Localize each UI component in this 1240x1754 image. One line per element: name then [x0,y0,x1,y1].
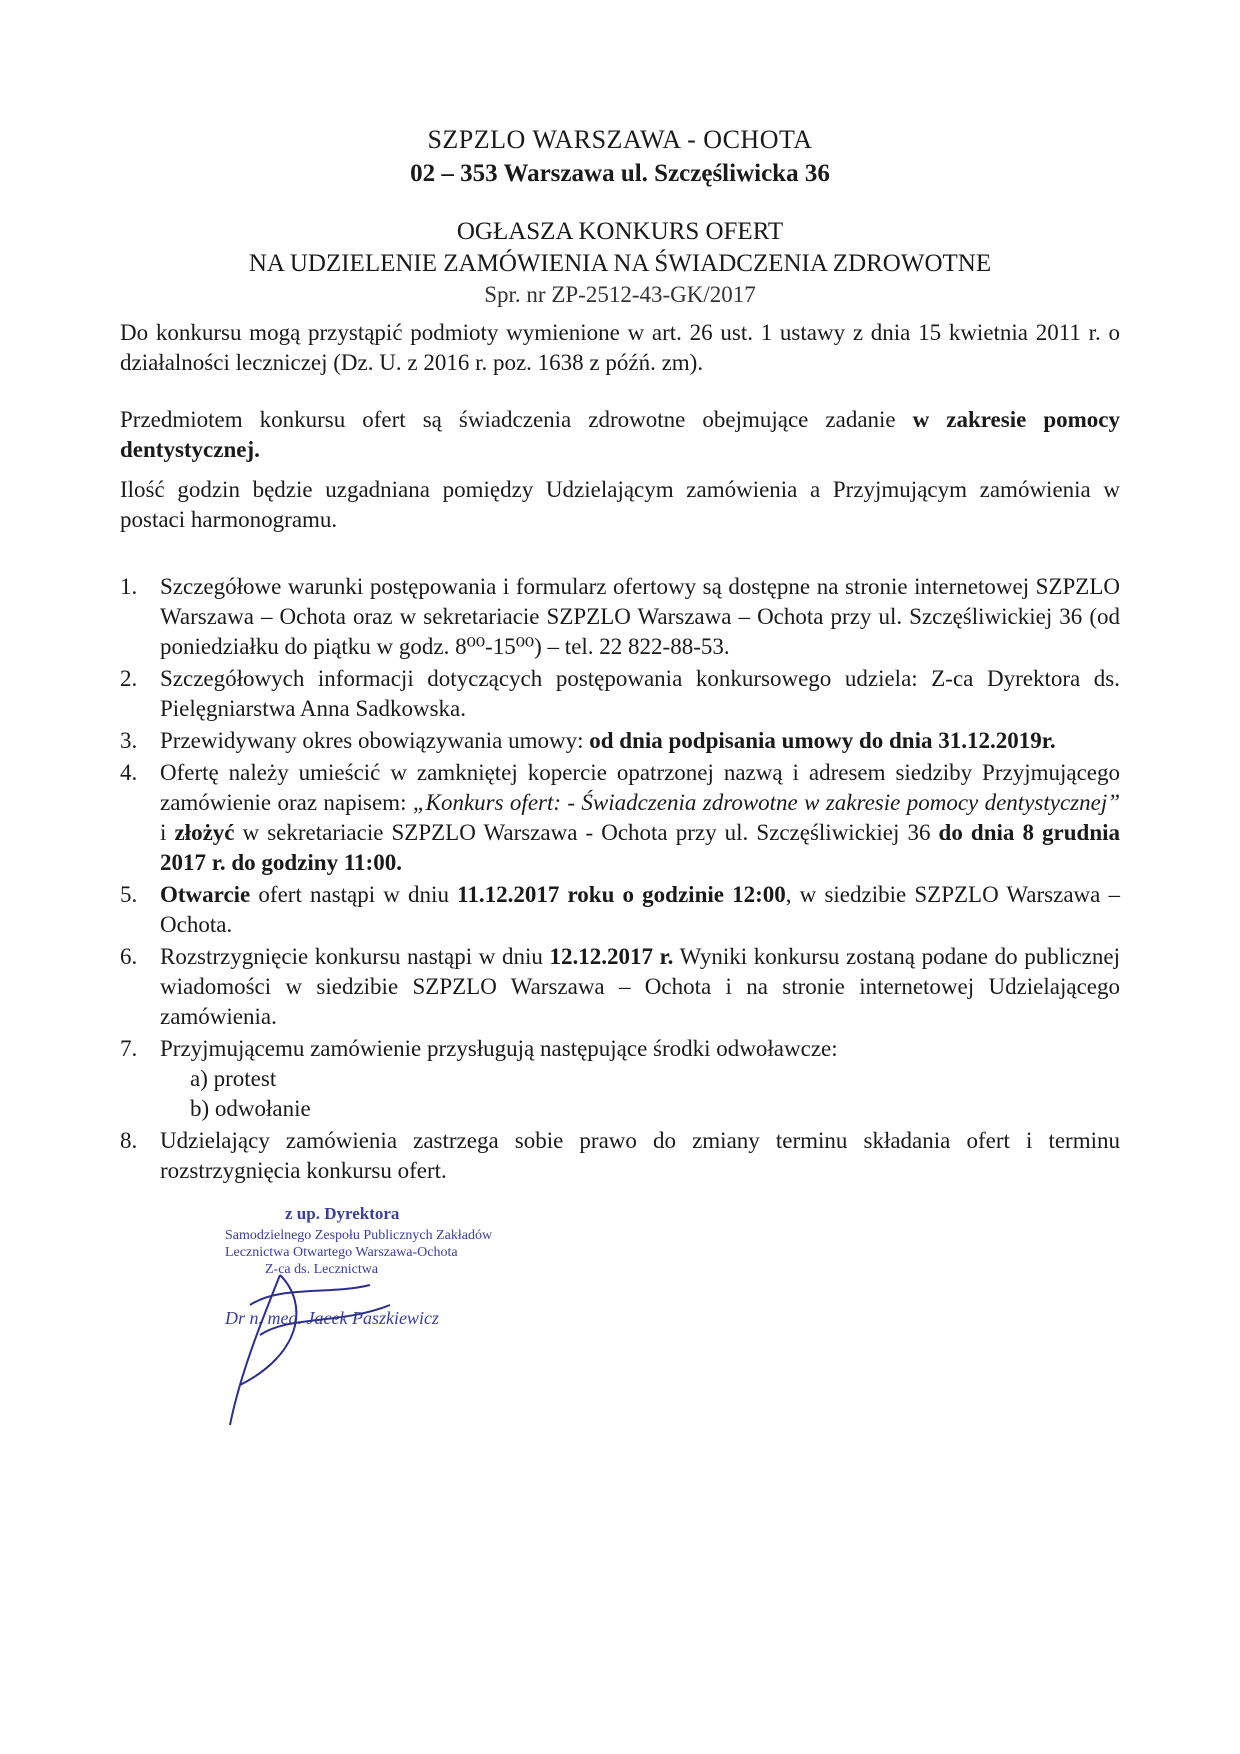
item-number: 6. [120,944,138,969]
envelope-label: „Konkurs ofert: - Świadczenia zdrowotne w zakresie pomocy dentystycznej” [412,790,1121,815]
opening-date: 11.12.2017 roku o godzinie 12:00 [457,882,786,907]
item-number: 1. [120,574,138,599]
conditions-list [120,572,1120,1188]
item-text: Ofertę należy umieścić w zamkniętej kopercie opatrzonej nazwą i adresem siedziby Przyjmującego zamówienie oraz napisem: [160,760,1120,815]
item-text: , w siedzibie SZPZLO Warszawa – Ochota. [160,882,1121,937]
remedy-protest: a) protest [190,1066,277,1091]
list-item [120,572,1120,662]
stamp-authorization: z up. Dyrektora [285,1204,400,1223]
item-text: ofert nastąpi w dniu [250,882,458,907]
opening-label: Otwarcie [160,882,251,907]
item-number: 4. [120,760,138,785]
intro-paragraph-hours: Ilość godzin będzie uzgadniana pomiędzy Udzielającym zamówienia a Przyjmującym zamówienia w postaci harmonogramu. [120,477,1120,532]
remedy-appeal: b) odwołanie [190,1096,311,1121]
item-text: Szczegółowe warunki postępowania i formularz ofertowy są dostępne na stronie internetowej SZPZLO Warszawa – Ochota oraz w sekretariacie SZPZLO Warszawa – Ochota przy ul. Szczęśliwickiej 36 (od poniedziałku do piątku w godz. 8⁰⁰-15⁰⁰) – tel. 22 822-88-53. [160,574,1120,659]
subject-text: Przedmiotem konkursu ofert są świadczenia zdrowotne obejmujące zadanie [120,407,913,432]
subject-scope: w zakresie pomocy dentystycznej. [120,407,1120,462]
list-item [120,664,1120,724]
announcement-subtitle: NA UDZIELENIE ZAMÓWIENIA NA ŚWIADCZENIA ZDROWOTNE [248,250,992,277]
list-item [120,758,1120,878]
item-text: Rozstrzygnięcie konkursu nastąpi w dniu [160,944,550,969]
item-number: 2. [120,666,138,691]
handwritten-signature [220,1265,420,1435]
intro-paragraph-eligibility: Do konkursu mogą przystąpić podmioty wymienione w art. 26 ust. 1 ustawy z dnia 15 kwietnia 2011 r. o działalności leczniczej (Dz. U. z 2016 r. poz. 1638 z późń. zm). [120,320,1120,375]
list-item [120,1126,1120,1186]
intro-paragraph-subject [120,405,1120,465]
resolution-date: 12.12.2017 r. [549,944,674,969]
list-item [120,942,1120,1032]
item-text: Wyniki konkursu zostaną podane do publicznej wiadomości w siedzibie SZPZLO Warszawa – Ochota i na stronie internetowej Udzielającego zamówienia. [160,944,1120,1029]
announcement-title: OGŁASZA KONKURS OFERT [456,218,784,245]
list-item [120,726,1120,756]
item-number: 8. [120,1128,138,1153]
item-text: Udzielający zamówienia zastrzega sobie prawo do zmiany terminu składania ofert i terminu rozstrzygnięcia konkursu ofert. [160,1128,1120,1183]
item-text: Przewidywany okres obowiązywania umowy: [160,728,590,753]
org-address: 02 – 353 Warszawa ul. Szczęśliwicka 36 [410,160,830,187]
item-text: i [160,820,175,845]
reference-number: Spr. nr ZP-2512-43-GK/2017 [484,282,756,307]
contract-period: od dnia podpisania umowy do dnia 31.12.2019r. [589,728,1056,753]
stamp-signatory: Dr n. med. Jacek Paszkiewicz [225,1308,439,1328]
item-text: Szczegółowych informacji dotyczących postępowania konkursowego udziela: Z-ca Dyrektora ds. Pielęgniarstwa Anna Sadkowska. [160,666,1120,721]
item-text: Przyjmującemu zamówienie przysługują następujące środki odwoławcze: [160,1036,838,1061]
org-name: SZPZLO WARSZAWA - OCHOTA [427,125,813,154]
stamp-org-line1: Samodzielnego Zespołu Publicznych Zakładów [225,1228,493,1243]
list-item [120,1034,1120,1124]
submission-deadline: do dnia 8 grudnia 2017 r. do godziny 11:00. [160,820,1120,875]
item-text: w sekretariacie SZPZLO Warszawa - Ochota przy ul. Szczęśliwickiej 36 [234,820,939,845]
item-number: 5. [120,882,138,907]
submit-verb: złożyć [174,820,235,845]
stamp-org-line2: Lecznictwa Otwartego Warszawa-Ochota [225,1245,458,1260]
stamp-position: Z-ca ds. Lecznictwa [265,1262,379,1277]
item-number: 3. [120,728,138,753]
list-item [120,880,1120,940]
item-number: 7. [120,1036,138,1061]
